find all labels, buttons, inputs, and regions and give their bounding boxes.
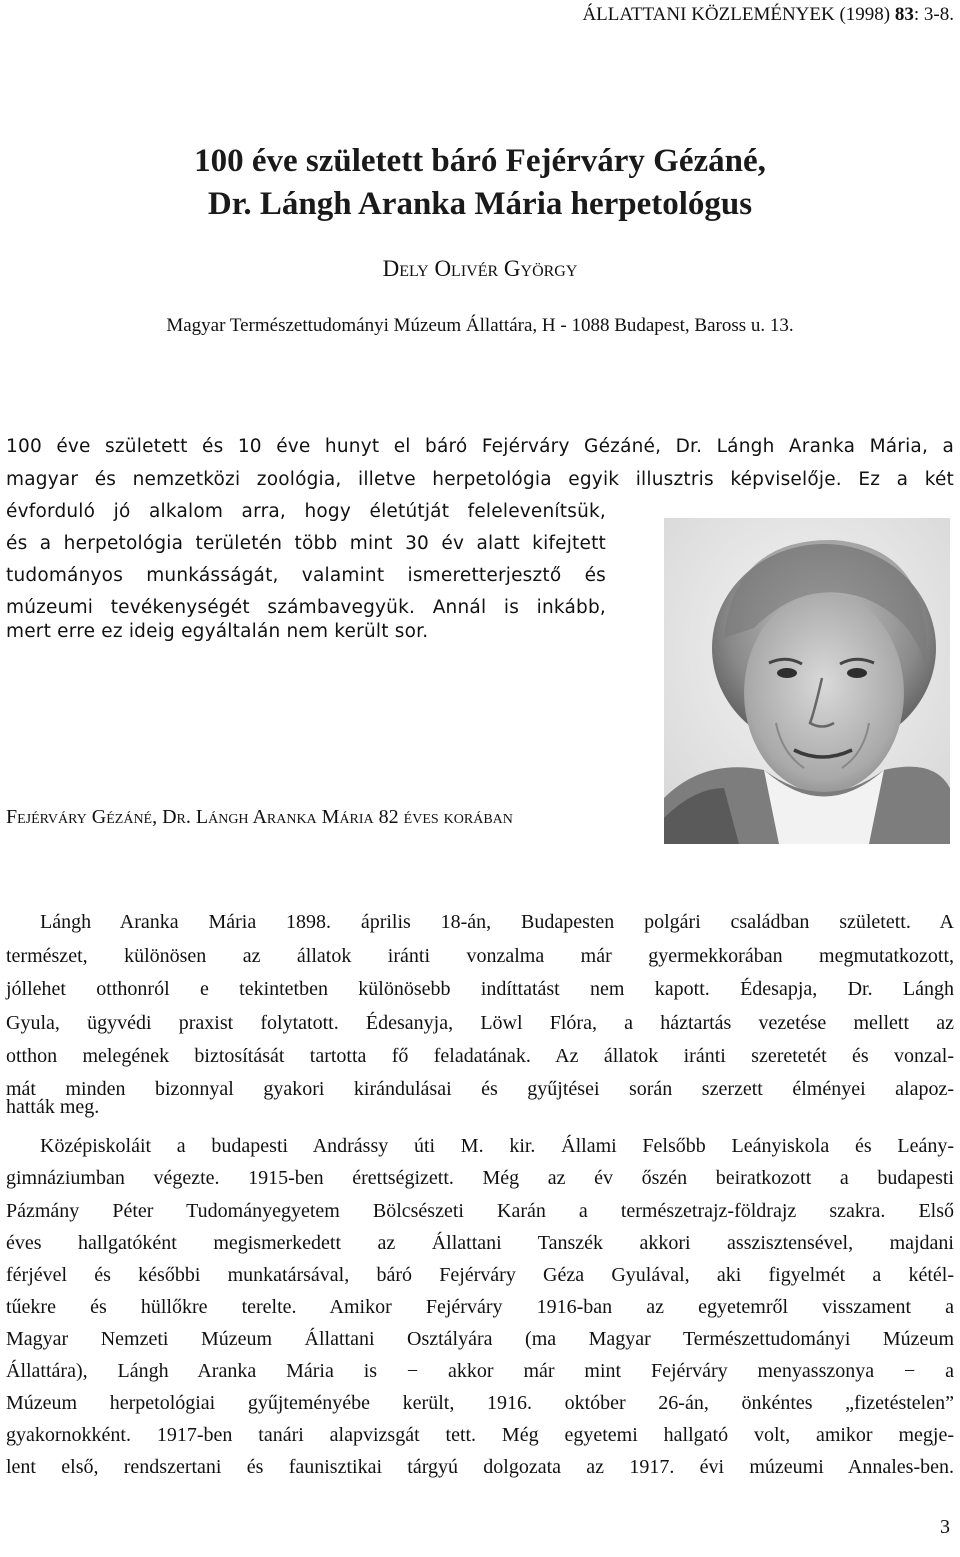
journal-name: ÁLLATTANI KÖZLEMÉNYEK (1998) [582, 4, 891, 25]
article-title [0, 140, 960, 226]
body-line: éves hallgatóként megismerkedett az Állattani Tanszék akkori asszisztensével, majdani [6, 1232, 954, 1254]
author-name: Dely Olivér György [382, 256, 578, 281]
body-line: Múzeum herpetológiai gyűjteményébe került, 1916. október 26-án, önkéntes „fizetéstelen” [6, 1392, 954, 1414]
journal-volume: 83 [894, 4, 914, 25]
abstract-line: magyar és nemzetközi zoológia, illetve herpetológia egyik illusztris képviselője. Ez a két [6, 469, 954, 490]
abstract-line: 100 éve született és 10 éve hunyt el báró Fejérváry Gézáné, Dr. Lángh Aranka Mária, a [6, 436, 954, 457]
body-line: Lángh Aranka Mária 1898. április 18-án, Budapesten polgári családban született. A [40, 911, 954, 933]
page-number: 3 [940, 1516, 950, 1538]
abstract-line: és a herpetológia területén több mint 30 év alatt kifejtett [6, 533, 606, 554]
abstract-line: tudományos munkásságát, valamint ismeretterjesztő és [6, 565, 606, 586]
body-line: Magyar Nemzeti Múzeum Állattani Osztályára (ma Magyar Természettudományi Múzeum [6, 1328, 954, 1350]
body-line: lent első, rendszertani és faunisztikai tárgyú dolgozata az 1917. évi múzeumi Annales-ben. [6, 1456, 954, 1478]
portrait-photo [664, 518, 950, 844]
journal-header [582, 4, 954, 26]
body-line: hatták meg. [6, 1096, 100, 1118]
title-line-1: 100 éve született báró Fejérváry Gézáné, [194, 143, 766, 179]
body-line: Pázmány Péter Tudományegyetem Bölcsészeti Karán a természetrajz-földrajz szakra. Első [6, 1200, 954, 1222]
body-line: mát minden bizonnyal gyakori kirándulásai és gyűjtései során szerzett élményei alapoz- [6, 1078, 954, 1100]
body-line: gimnáziumban végezte. 1915-ben érettségizett. Még az év őszén beiratkozott a budapesti [6, 1167, 954, 1189]
body-line: jóllehet otthonról e tekintetben különösebb indíttatást nem kapott. Édesapja, Dr. Lángh [6, 978, 954, 1000]
abstract-line: múzeumi tevékenységét számbavegyük. Annál is inkább, [6, 597, 606, 618]
body-line: otthon melegének biztosítását tartotta fő feladatának. Az állatok iránti szeretetét és vonzal- [6, 1045, 954, 1067]
photo-caption: Fejérváry Gézáné, Dr. Lángh Aranka Mária 82 éves korában [6, 806, 513, 828]
body-line: gyakornokként. 1917-ben tanári alapvizsgát tett. Még egyetemi hallgató volt, amikor megje- [6, 1424, 954, 1446]
body-line: Állattára), Lángh Aranka Mária is − akkor már mint Fejérváry menyasszonya − a [6, 1360, 954, 1382]
body-line: Gyula, ügyvédi praxist folytatott. Édesanyja, Löwl Flóra, a háztartás vezetése mellett az [6, 1012, 954, 1034]
body-line: férjével és későbbi munkatársával, báró Fejérváry Géza Gyulával, aki figyelmét a kétél- [6, 1264, 954, 1286]
abstract-line: évforduló jó alkalom arra, hogy életútját felelevenítsük, [6, 501, 606, 522]
body-line: tűekre és hüllőkre terelte. Amikor Fejérváry 1916-ban az egyetemről visszament a [6, 1296, 954, 1318]
author-affiliation: Magyar Természettudományi Múzeum Állattára, H - 1088 Budapest, Baross u. 13. [166, 315, 794, 336]
title-line-2: Dr. Lángh Aranka Mária herpetológus [207, 186, 753, 222]
journal-pages: : 3-8. [913, 4, 954, 25]
body-line: Középiskoláit a budapesti Andrássy úti M. kir. Állami Felsőbb Leányiskola és Leány- [40, 1135, 954, 1157]
body-line: természet, különösen az állatok iránti vonzalma már gyermekkorában megmutatkozott, [6, 945, 954, 967]
abstract-line: mert erre ez ideig egyáltalán nem került sor. [6, 621, 429, 642]
